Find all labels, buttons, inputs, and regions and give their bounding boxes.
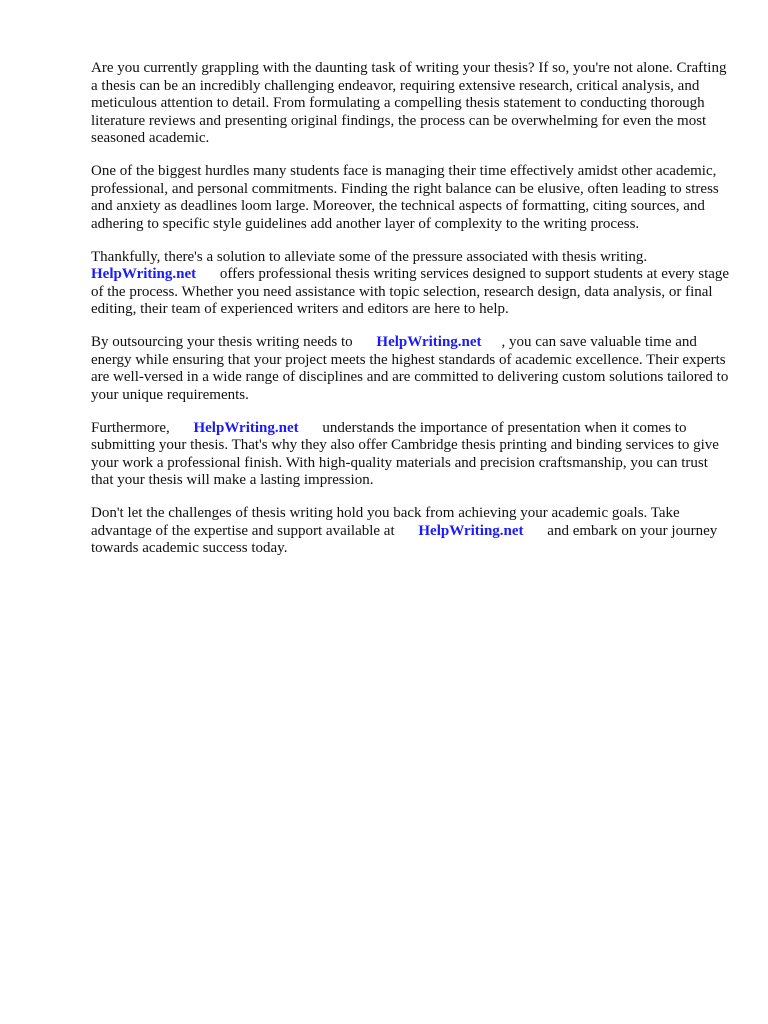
helpwriting-link[interactable]: HelpWriting.net bbox=[91, 266, 197, 282]
helpwriting-link[interactable]: HelpWriting.net bbox=[418, 522, 524, 539]
paragraph-solution bbox=[91, 249, 731, 319]
paragraph-text: and embark on your journey towards academic success today. bbox=[91, 522, 718, 556]
paragraph-text: offers professional thesis writing services designed to support students at every stage of the process. Whether you need assistance with topic selection, research design, data analysis, or final editing, their team of experienced writers and editors are here to help. bbox=[91, 266, 730, 317]
helpwriting-link[interactable]: HelpWriting.net bbox=[193, 419, 299, 436]
paragraph-presentation bbox=[91, 420, 731, 490]
paragraph-text: By outsourcing your thesis writing needs to bbox=[91, 334, 353, 350]
helpwriting-link[interactable]: HelpWriting.net bbox=[376, 334, 482, 350]
paragraph-text: Don't let the challenges of thesis writing hold you back from achieving your academic goals. Take advantage of the expertise and support available at bbox=[91, 505, 680, 539]
paragraph-hurdles bbox=[91, 163, 731, 233]
paragraph-text: Thankfully, there's a solution to alleviate some of the pressure associated with thesis writing. bbox=[91, 248, 648, 265]
paragraph-text: , you can save valuable time and energy while ensuring that your project meets the highest standards of academic excellence. Their experts are well-versed in a wide range of disciplines and are committed to delivering custom solutions tailored to your unique requirements. bbox=[91, 334, 729, 403]
paragraph-text: understands the importance of presentation when it comes to submitting your thesis. That's why they also offer Cambridge thesis printing and binding services to give your work a professional finish. With high-quality materials and precision craftsmanship, you can trust that your thesis will make a lasting impression. bbox=[91, 419, 719, 488]
paragraph-outsourcing bbox=[91, 334, 731, 404]
paragraph-intro bbox=[91, 60, 731, 148]
paragraph-text: One of the biggest hurdles many students face is managing their time effectively amidst other academic, professional, and personal commitments. Finding the right balance can be elusive, often leading to stress and anxiety as deadlines loom large. Moreover, the technical aspects of formatting, citing sources, and adhering to specific style guidelines add another layer of complexity to the writing process. bbox=[91, 163, 719, 232]
paragraph-text: Furthermore, bbox=[91, 419, 170, 436]
paragraph-closing bbox=[91, 505, 731, 558]
paragraph-text: Are you currently grappling with the daunting task of writing your thesis? If so, you're not alone. Crafting a thesis can be an incredibly challenging endeavor, requiring extensive research, critical analysis, and meticulous attention to detail. From formulating a compelling thesis statement to conducting thorough literature reviews and presenting original findings, the process can be overwhelming for even the most seasoned academic. bbox=[91, 60, 727, 146]
document-page bbox=[91, 60, 731, 573]
